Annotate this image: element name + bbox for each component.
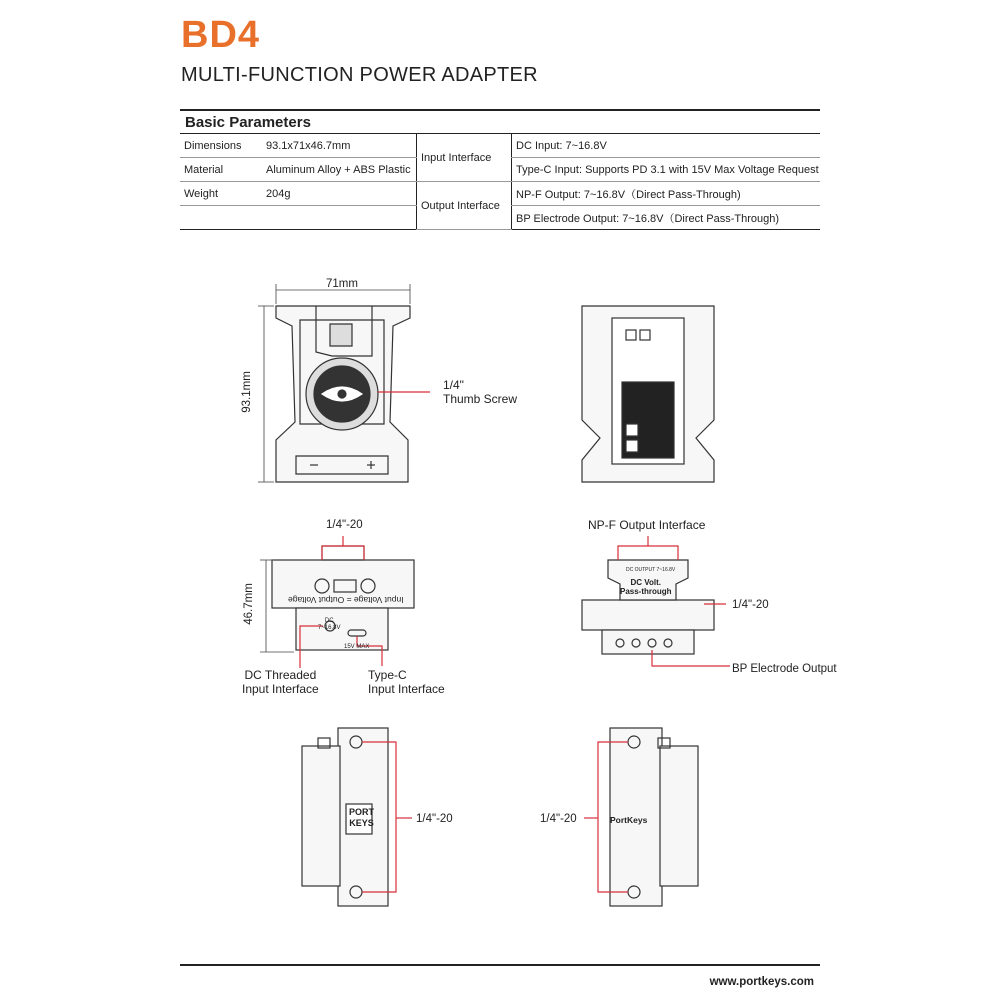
thumb-screw-label: 1/4" Thumb Screw [443,378,518,406]
param-value: Aluminum Alloy + ABS Plastic [262,158,417,182]
portkeys-logo-text: PortKeys [610,815,648,825]
param-label: Weight [180,182,262,206]
product-subtitle: MULTI-FUNCTION POWER ADAPTER [181,64,538,86]
npf-thread-label: 1/4"-20 [732,599,769,611]
width-dimension: 71mm [326,278,358,290]
typec-input-label: Type-C Input Interface [368,668,445,696]
dc-port-text: DC 7~16.8V [318,618,341,631]
param-value: 93.1x71x46.7mm [262,134,417,158]
param-value: 204g [262,182,417,206]
typec-port-text: 15V MAX [344,644,370,650]
input-interface-label: Input Interface [417,134,512,182]
dc-output-tag: DC OUTPUT 7~16.8V [626,567,676,573]
input-value: DC Input: 7~16.8V [512,134,821,158]
input-value: Type-C Input: Supports PD 3.1 with 15V Max Voltage Request [512,158,821,182]
side-left-thread-label: 1/4"-20 [416,813,453,825]
depth-dimension: 46.7mm [242,583,255,625]
voltage-note: Input Voltage = Output Voltage [288,595,404,605]
side-left-drawing [302,728,388,906]
footer-url[interactable]: www.portkeys.com [709,976,814,988]
side-right-thread-label: 1/4"-20 [540,813,577,825]
back-view-drawing [582,306,714,482]
pass-through-text: DC Volt. Pass-through [620,578,672,596]
npf-output-label: NP-F Output Interface [588,518,706,532]
output-value: BP Electrode Output: 7~16.8V（Direct Pass-Through) [512,206,821,230]
params-heading: Basic Parameters [185,114,311,131]
portkeys-logo-square: PORT KEYS [349,807,375,828]
thread-top-label: 1/4"-20 [326,519,363,531]
dc-input-label: DC Threaded Input Interface [242,668,319,696]
param-label: Material [180,158,262,182]
front-view-drawing [276,306,410,482]
output-value: NP-F Output: 7~16.8V（Direct Pass-Through) [512,182,821,206]
param-label: Dimensions [180,134,262,158]
product-title: BD4 [181,14,261,56]
output-interface-label: Output Interface [417,182,512,230]
bp-output-label: BP Electrode Output [732,663,837,675]
height-dimension: 93.1mm [240,371,253,413]
